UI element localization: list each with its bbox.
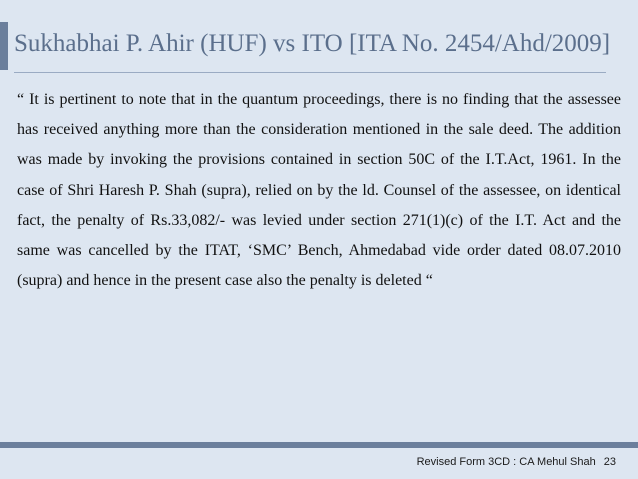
footer [417,456,616,468]
title-accent-bar [0,22,8,70]
page-number: 23 [603,456,616,468]
footer-band [0,442,638,448]
quote-body: “ It is pertinent to note that in the quantum proceedings, there is no finding that the assessee has received anything more than the consideration mentioned in the sale deed. The addition was made by invoking the provisions contained in section 50C of the I.T.Act, 1961. In the case of Shri Haresh P. Shah (supra), relied on by the ld. Counsel of the assessee, on identical fact, the penalty of Rs.33,082/- was levied under section 271(1)(c) of the I.T. Act and the same was cancelled by the ITAT, ‘SMC’ Bench, Ahmedabad vide order dated 08.07.2010 (supra) and hence in the present case also the penalty is deleted “ [17,91,621,290]
slide-title: Sukhabhai P. Ahir (HUF) vs ITO [ITA No. 2454/Ahd/2009] [14,30,611,57]
footer-label: Revised Form 3CD : CA Mehul Shah [416,456,596,468]
title-divider [14,72,606,73]
